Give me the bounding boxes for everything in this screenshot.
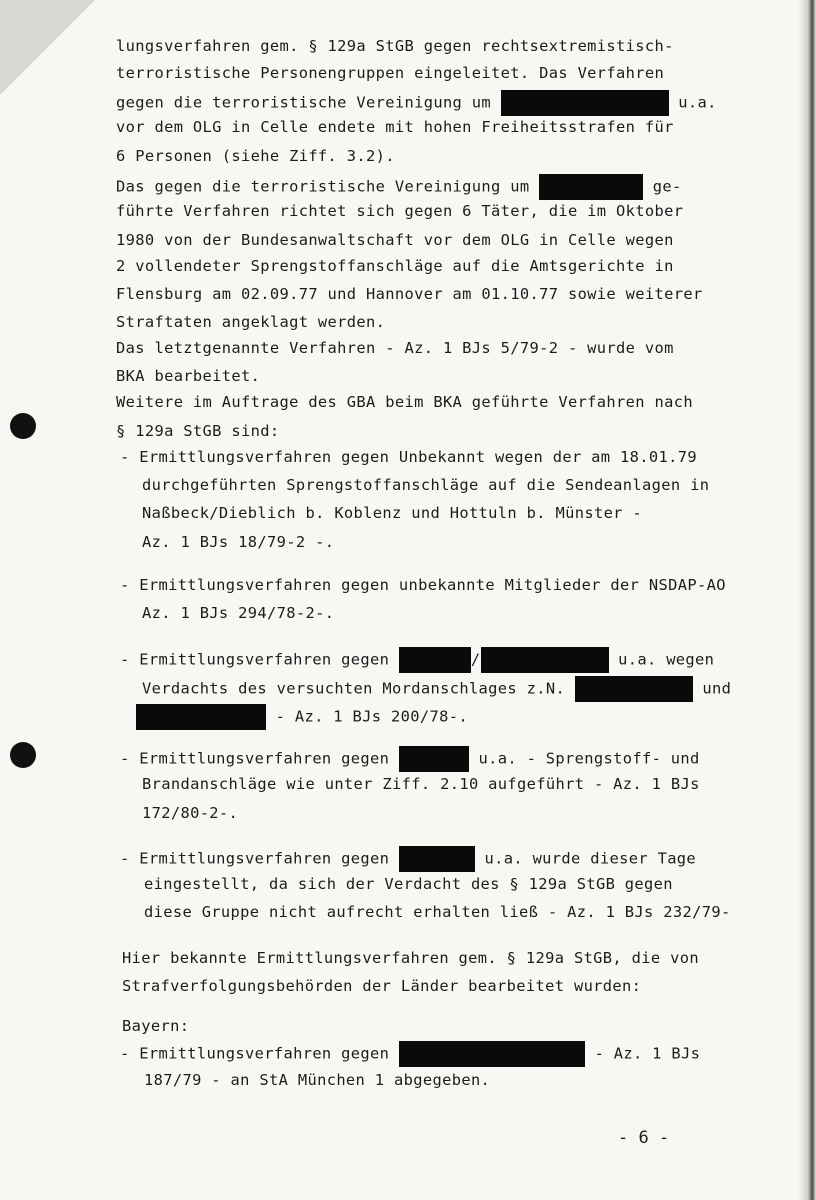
text-line: diese Gruppe nicht aufrecht erhalten ließ - Az. 1 BJs 232/79- [144, 903, 731, 921]
list-item: - Ermittlungsverfahren gegen / u.a. wegen [120, 647, 714, 673]
text-line: Flensburg am 02.09.77 und Hannover am 01.10.77 sowie weiterer [116, 285, 703, 303]
redacted-block [539, 174, 643, 200]
text-line: Hier bekannte Ermittlungsverfahren gem. § 129a StGB, die von [122, 949, 699, 967]
text-line: vor dem OLG in Celle endete mit hohen Freiheitsstrafen für [116, 118, 674, 136]
text-line: 6 Personen (siehe Ziff. 3.2). [116, 147, 395, 165]
text-line: Naßbeck/Dieblich b. Koblenz und Hottuln b. Münster - [142, 504, 643, 522]
redacted-block [399, 846, 475, 872]
punch-hole-icon [10, 413, 36, 439]
text-line: 187/79 - an StA München 1 abgegeben. [144, 1071, 491, 1089]
text-line: § 129a StGB sind: [116, 422, 280, 440]
text-line: Az. 1 BJs 294/78-2-. [142, 604, 335, 622]
list-item: - Ermittlungsverfahren gegen Unbekannt wegen der am 18.01.79 [120, 448, 697, 466]
text-line: 2 vollendeter Sprengstoffanschläge auf die Amtsgerichte in [116, 257, 674, 275]
redacted-block [399, 647, 471, 673]
section-label: Bayern: [122, 1017, 190, 1035]
redacted-block [481, 647, 609, 673]
text-line: Das letztgenannte Verfahren - Az. 1 BJs 5/79-2 - wurde vom [116, 339, 674, 357]
list-item: - Ermittlungsverfahren gegen - Az. 1 BJs [120, 1041, 700, 1067]
text-line: 172/80-2-. [142, 804, 239, 822]
list-item: - Ermittlungsverfahren gegen unbekannte Mitglieder der NSDAP-AO [120, 576, 726, 594]
text-line: lungsverfahren gem. § 129a StGB gegen rechtsextremistisch- [116, 37, 674, 55]
punch-hole-icon [10, 742, 36, 768]
text-line: Verdachts des versuchten Mordanschlages z.N. und [142, 676, 731, 702]
redacted-block [399, 1041, 585, 1067]
text-line: 1980 von der Bundesanwaltschaft vor dem OLG in Celle wegen [116, 231, 674, 249]
text-line: Az. 1 BJs 18/79-2 -. [142, 533, 335, 551]
text-line: gegen die terroristische Vereinigung um u.a. [116, 90, 717, 116]
text-line: - Az. 1 BJs 200/78-. [136, 704, 468, 730]
text-line: eingestellt, da sich der Verdacht des § 129a StGB gegen [144, 875, 673, 893]
text-line: durchgeführten Sprengstoffanschläge auf die Sendeanlagen in [142, 476, 710, 494]
redacted-block [136, 704, 266, 730]
text-line: Strafverfolgungsbehörden der Länder bearbeitet wurden: [122, 977, 642, 995]
redacted-block [501, 90, 669, 116]
text-line: Brandanschläge wie unter Ziff. 2.10 aufgeführt - Az. 1 BJs [142, 775, 700, 793]
redacted-block [575, 676, 693, 702]
folded-corner [0, 0, 95, 95]
text-line: Das gegen die terroristische Vereinigung um ge- [116, 174, 682, 200]
text-line: Straftaten angeklagt werden. [116, 313, 386, 331]
list-item: - Ermittlungsverfahren gegen u.a. - Sprengstoff- und [120, 746, 700, 772]
redacted-block [399, 746, 469, 772]
text-line: führte Verfahren richtet sich gegen 6 Täter, die im Oktober [116, 202, 684, 220]
list-item: - Ermittlungsverfahren gegen u.a. wurde dieser Tage [120, 846, 696, 872]
page-number: - 6 - [618, 1128, 670, 1148]
page-edge-shadow [798, 0, 816, 1200]
text-line: terroristische Personengruppen eingeleitet. Das Verfahren [116, 64, 665, 82]
text-line: Weitere im Auftrage des GBA beim BKA geführte Verfahren nach [116, 393, 693, 411]
text-line: BKA bearbeitet. [116, 367, 261, 385]
